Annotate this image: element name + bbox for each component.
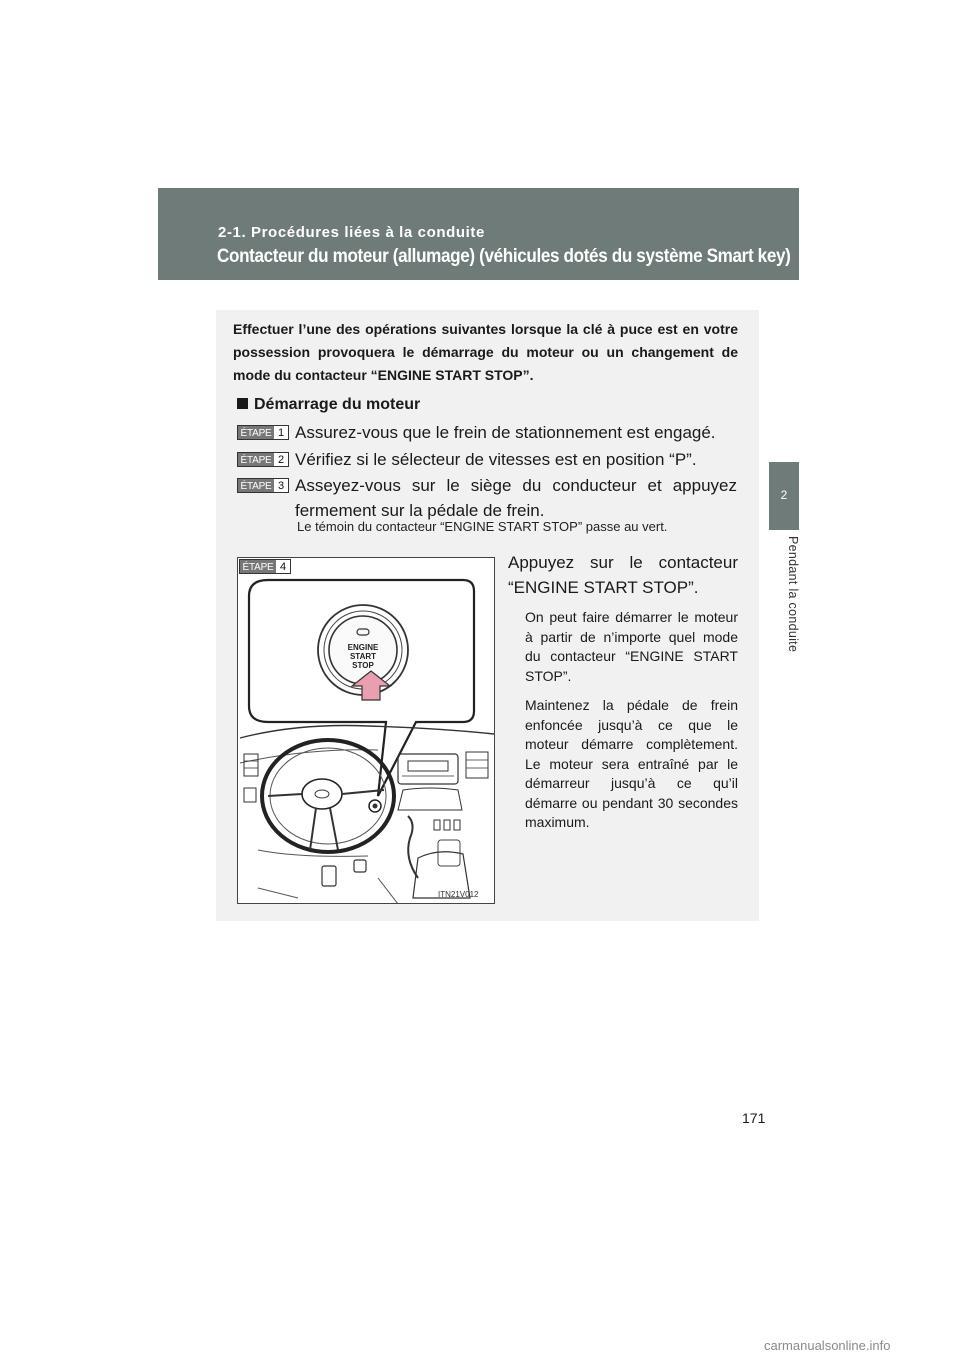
step-3-note: Le témoin du contacteur “ENGINE START STOP” passe au vert. <box>297 519 668 534</box>
page-number: 171 <box>742 1110 766 1126</box>
step-badge-label: ÉTAPE <box>238 426 274 439</box>
section-title: 2-1. Procédures liées à la conduite <box>218 224 485 241</box>
step-3-text: Asseyez-vous sur le siège du conducteur et appuyez fermement sur la pédale de frein. <box>295 476 737 520</box>
dashboard-drawing <box>238 558 495 904</box>
chapter-header <box>158 188 799 280</box>
subheading-text: Démarrage du moteur <box>254 396 421 413</box>
step-badge-number: 3 <box>277 480 285 492</box>
step-badge-label: ÉTAPE <box>238 479 274 492</box>
chapter-number: 2 <box>780 488 788 502</box>
intro-paragraph: Effectuer l’une des opérations suivantes lorsque la clé à puce est en votre possession provoquera le démarrage du moteur ou un changement de mode du contacteur “ENGINE START STOP”. <box>233 321 738 383</box>
button-label-start: START <box>349 652 377 661</box>
step-badge-number: 1 <box>277 427 285 439</box>
subheading <box>237 396 420 414</box>
chapter-tab <box>769 462 799 530</box>
dashboard-illustration <box>237 557 495 904</box>
chapter-label: Pendant la conduite <box>786 536 800 653</box>
watermark: carmanualsonline.info <box>764 1338 891 1353</box>
step-badge-label: ÉTAPE <box>240 560 276 573</box>
page-title: Contacteur du moteur (allumage) (véhicules dotés du système Smart key) <box>217 246 791 267</box>
button-label-engine: ENGINE <box>347 643 379 652</box>
step-2-text: Vérifiez si le sélecteur de vitesses est en position “P”. <box>295 450 697 469</box>
step-badge-number: 4 <box>279 561 287 573</box>
button-label-stop: STOP <box>352 661 374 670</box>
step-4-paragraph-1: On peut faire démarrer le moteur à partir de n’importe quel mode du contacteur “ENGINE START STOP”. <box>525 609 738 684</box>
step-4-paragraph-2: Maintenez la pédale de frein enfoncée jusqu’à ce que le moteur démarre complètement. Le moteur sera entraîné par le démarreur jusqu’à ce qu’il démarre ou pendant 30 secondes maximum. <box>525 697 738 830</box>
step-badge-number: 2 <box>277 454 285 466</box>
figure-code: ITN21V012 <box>438 890 479 899</box>
step-badge-1 <box>237 425 289 440</box>
step-badge-label: ÉTAPE <box>238 453 274 466</box>
step-badge-3 <box>237 478 289 493</box>
square-bullet-icon <box>237 398 248 409</box>
step-badge-4 <box>239 559 291 574</box>
step-1-text: Assurez-vous que le frein de stationnement est engagé. <box>295 423 716 442</box>
step-4-text: Appuyez sur le contacteur “ENGINE START STOP”. <box>508 553 738 597</box>
step-badge-2 <box>237 452 289 467</box>
